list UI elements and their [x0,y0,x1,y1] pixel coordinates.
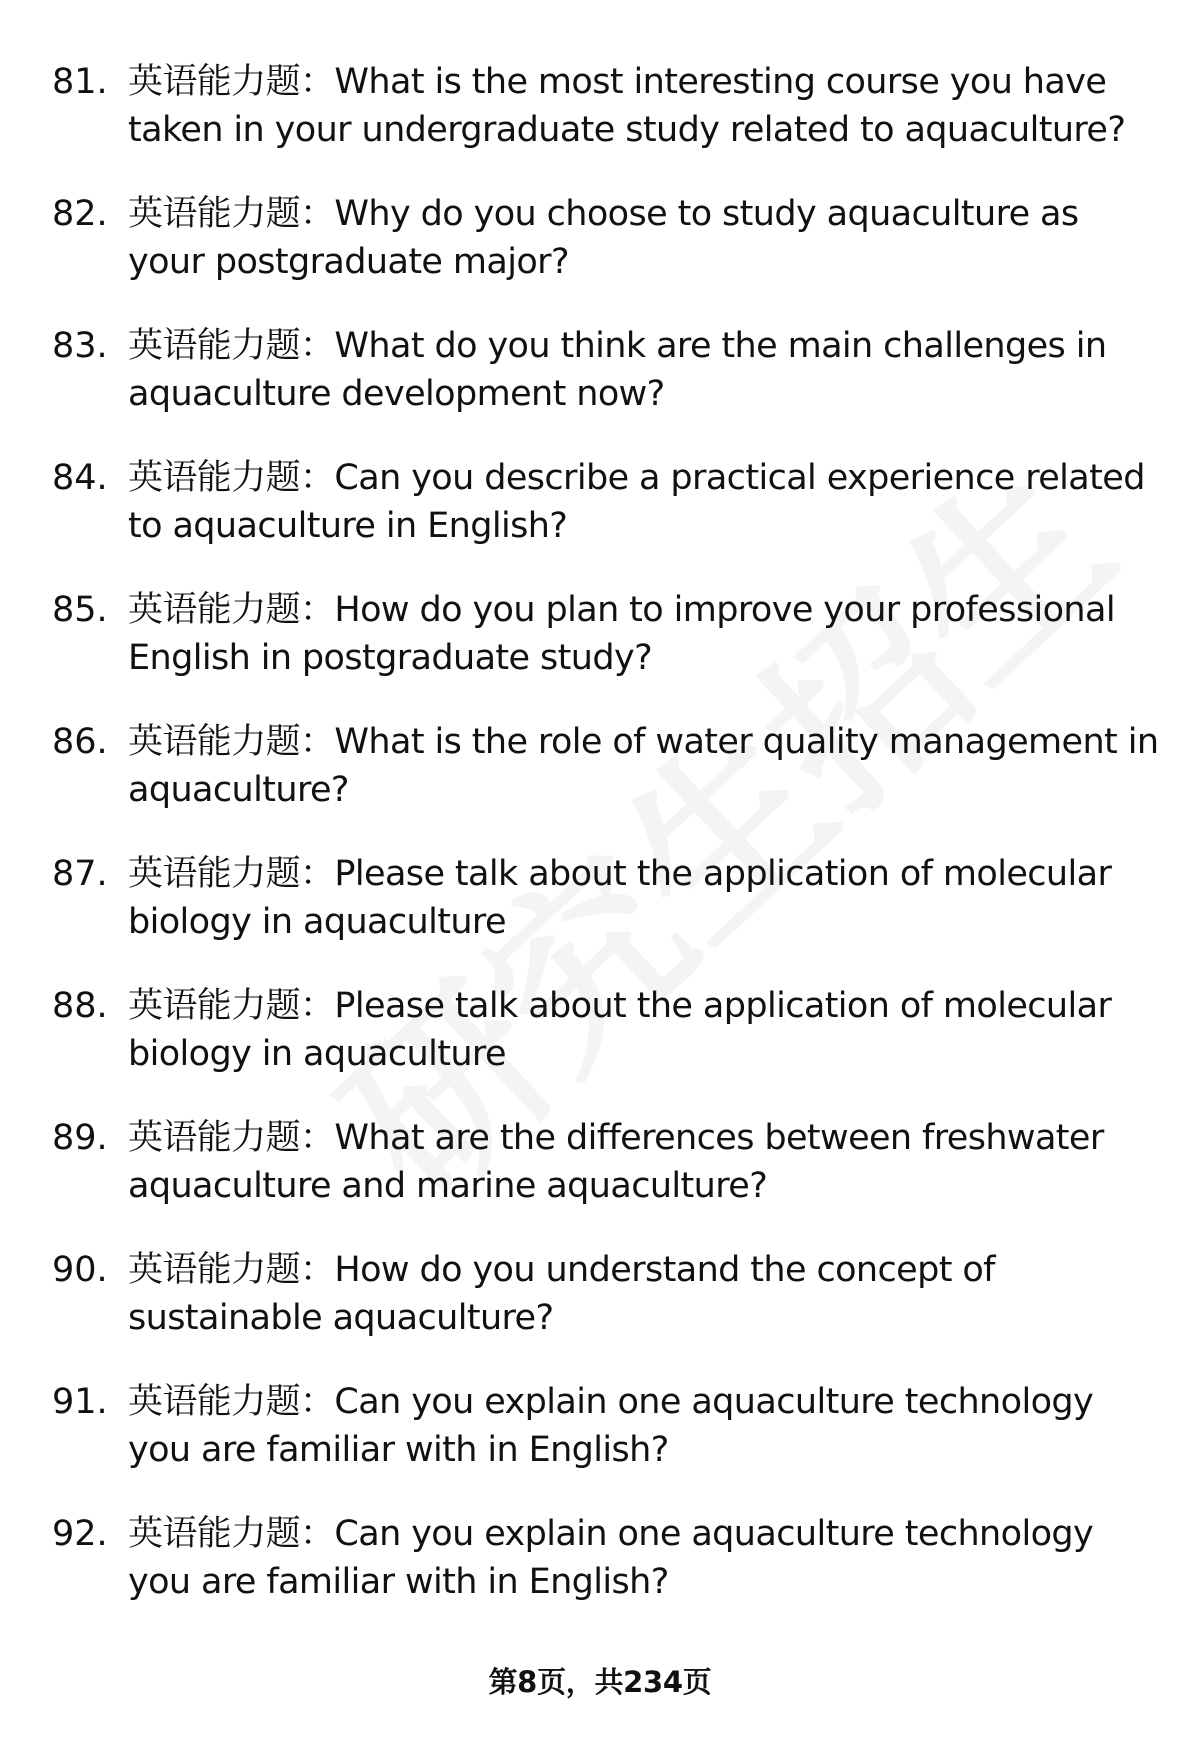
question-text: 英语能力题：Please talk about the application of molecular biology in aquaculture [128,986,1112,1074]
question-text: 英语能力题：What are the differences between freshwater aquaculture and marine aquaculture? [128,1118,1104,1206]
question-item [52,1114,1162,1246]
question-text: 英语能力题：Please talk about the application of molecular biology in aquaculture [128,854,1112,942]
question-number: 82. [52,194,108,234]
question-number: 89. [52,1118,108,1158]
question-text: 英语能力题：Can you explain one aquaculture technology you are familiar with in English? [128,1514,1094,1602]
question-number: 87. [52,854,108,894]
question-text: 英语能力题：Why do you choose to study aquaculture as your postgraduate major? [128,194,1079,282]
question-item [52,454,1162,586]
question-text: 英语能力题：How do you understand the concept of sustainable aquaculture? [128,1250,995,1338]
question-item [52,850,1162,982]
question-text: 英语能力题：What do you think are the main challenges in aquaculture development now? [128,326,1107,414]
question-item [52,1246,1162,1378]
question-item [52,1378,1162,1510]
question-number: 91. [52,1382,108,1422]
question-text: 英语能力题：How do you plan to improve your professional English in postgraduate study? [128,590,1115,678]
question-number: 81. [52,62,108,102]
question-text: 英语能力题：What is the most interesting course you have taken in your undergraduate study related to aquaculture? [128,62,1126,150]
question-number: 92. [52,1514,108,1554]
question-item [52,190,1162,322]
question-list [52,58,1162,1642]
question-text: 英语能力题：Can you describe a practical experience related to aquaculture in English? [128,458,1145,546]
question-number: 84. [52,458,108,498]
question-number: 86. [52,722,108,762]
question-number: 85. [52,590,108,630]
question-text: 英语能力题：Can you explain one aquaculture technology you are familiar with in English? [128,1382,1094,1470]
question-number: 88. [52,986,108,1026]
question-item [52,586,1162,718]
question-item [52,982,1162,1114]
question-number: 90. [52,1250,108,1290]
question-number: 83. [52,326,108,366]
question-item [52,718,1162,850]
question-text: 英语能力题：What is the role of water quality management in aquaculture? [128,722,1159,810]
question-item [52,322,1162,454]
page-number: 第8页，共234页 [488,1665,712,1699]
question-item [52,1510,1162,1642]
question-item [52,58,1162,190]
